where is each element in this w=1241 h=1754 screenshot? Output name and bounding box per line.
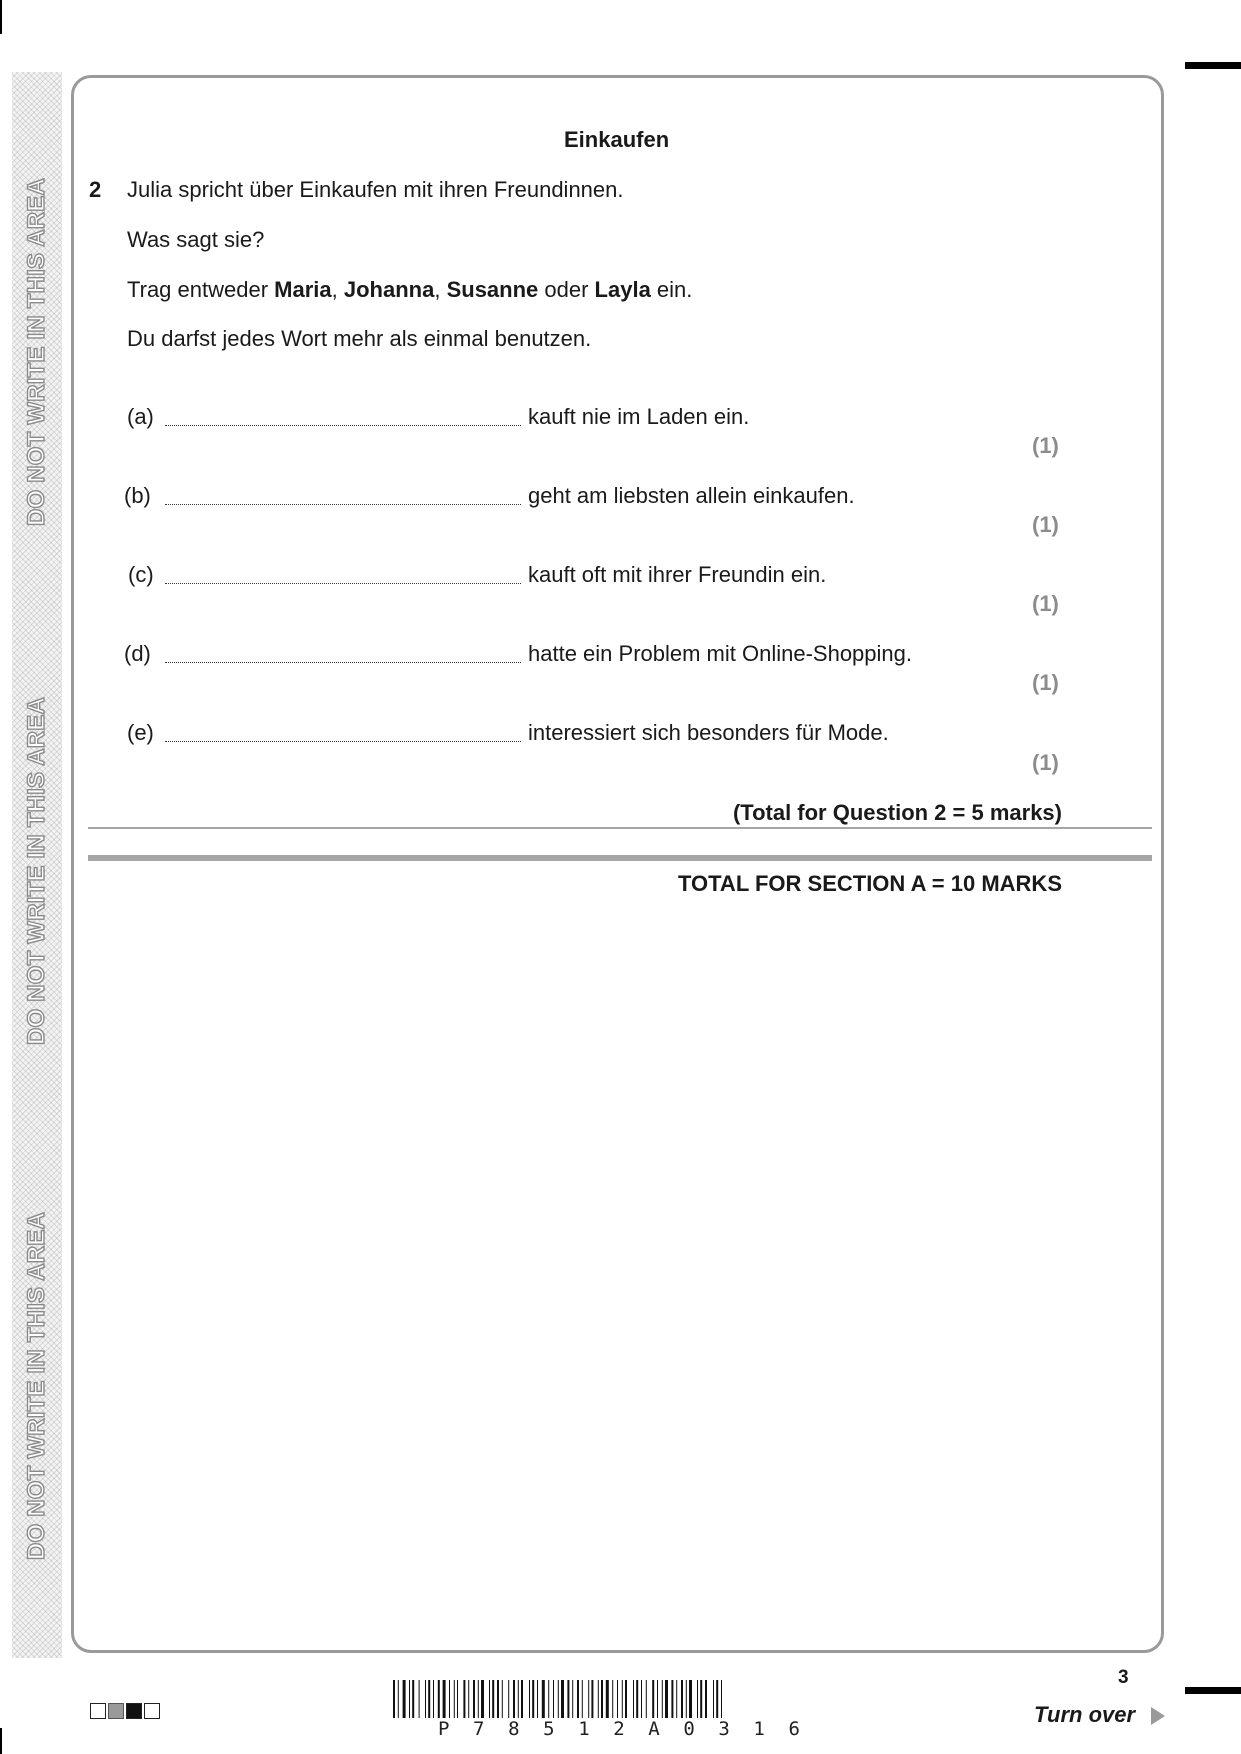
item-label: (e) [127,720,154,745]
barcode-digit: P [438,1718,450,1740]
barcode-digit: 8 [508,1718,520,1740]
item-text: kauft nie im Laden ein. [528,404,750,429]
question-total: (Total for Question 2 = 5 marks) [732,800,1062,825]
barcode-digits [393,1718,845,1742]
section-total: TOTAL FOR SECTION A = 10 MARKS [677,871,1062,896]
barcode-digit: A [648,1718,660,1740]
item-text: geht am liebsten allein einkaufen. [528,483,855,508]
question-number: 2 [89,177,102,202]
indicator-box [90,1703,106,1719]
barcode-digit: 0 [683,1718,695,1740]
barcode-digit: 1 [753,1718,765,1740]
item-mark: (1) [1032,591,1059,616]
item-mark: (1) [1032,512,1059,537]
edge-mark [1185,62,1241,69]
name-option: Susanne [446,277,539,302]
question-prompt: Was sagt sie? [127,227,265,252]
question-instruction: Trag entweder Maria, Johanna, Susanne oder Layla ein. [127,277,693,302]
answer-line-e[interactable] [165,741,521,742]
item-text: kauft oft mit ihrer Freundin ein. [528,562,827,587]
question-intro: Julia spricht über Einkaufen mit ihren Freundinnen. [127,177,624,202]
divider [88,827,1152,829]
item-mark: (1) [1032,670,1059,695]
answer-line-c[interactable] [165,583,521,584]
crop-mark [0,0,2,34]
item-label: (c) [128,562,154,587]
item-mark: (1) [1032,433,1059,458]
answer-line-a[interactable] [165,425,521,426]
answer-line-b[interactable] [165,504,521,505]
section-title: Einkaufen [564,127,670,152]
edge-mark [1185,1687,1241,1694]
section-divider [88,855,1152,861]
item-label: (b) [124,483,151,508]
answer-line-d[interactable] [165,662,521,663]
page-number: 3 [1118,1667,1129,1688]
indicator-box [126,1703,142,1719]
name-option: Layla [594,277,651,302]
barcode [393,1680,845,1718]
item-text: interessiert sich besonders für Mode. [528,720,889,745]
print-indicator-boxes [90,1703,160,1719]
item-text: hatte ein Problem mit Online-Shopping. [528,641,912,666]
barcode-digit: 6 [788,1718,800,1740]
turn-over-label: Turn over [1034,1702,1136,1727]
item-mark: (1) [1032,750,1059,775]
barcode-digit: 3 [718,1718,730,1740]
barcode-digit: 5 [543,1718,555,1740]
item-label: (d) [124,641,151,666]
crop-mark [0,1728,2,1754]
turn-over-arrow-icon [1151,1707,1165,1725]
barcode-digit: 1 [578,1718,590,1740]
item-label: (a) [127,404,154,429]
name-option: Maria [274,277,332,302]
answer-frame [71,75,1164,1653]
indicator-box [108,1703,124,1719]
indicator-box [144,1703,160,1719]
question-note: Du darfst jedes Wort mehr als einmal benutzen. [127,326,592,351]
name-option: Johanna [343,277,435,302]
barcode-digit: 7 [473,1718,485,1740]
barcode-digit: 2 [613,1718,625,1740]
